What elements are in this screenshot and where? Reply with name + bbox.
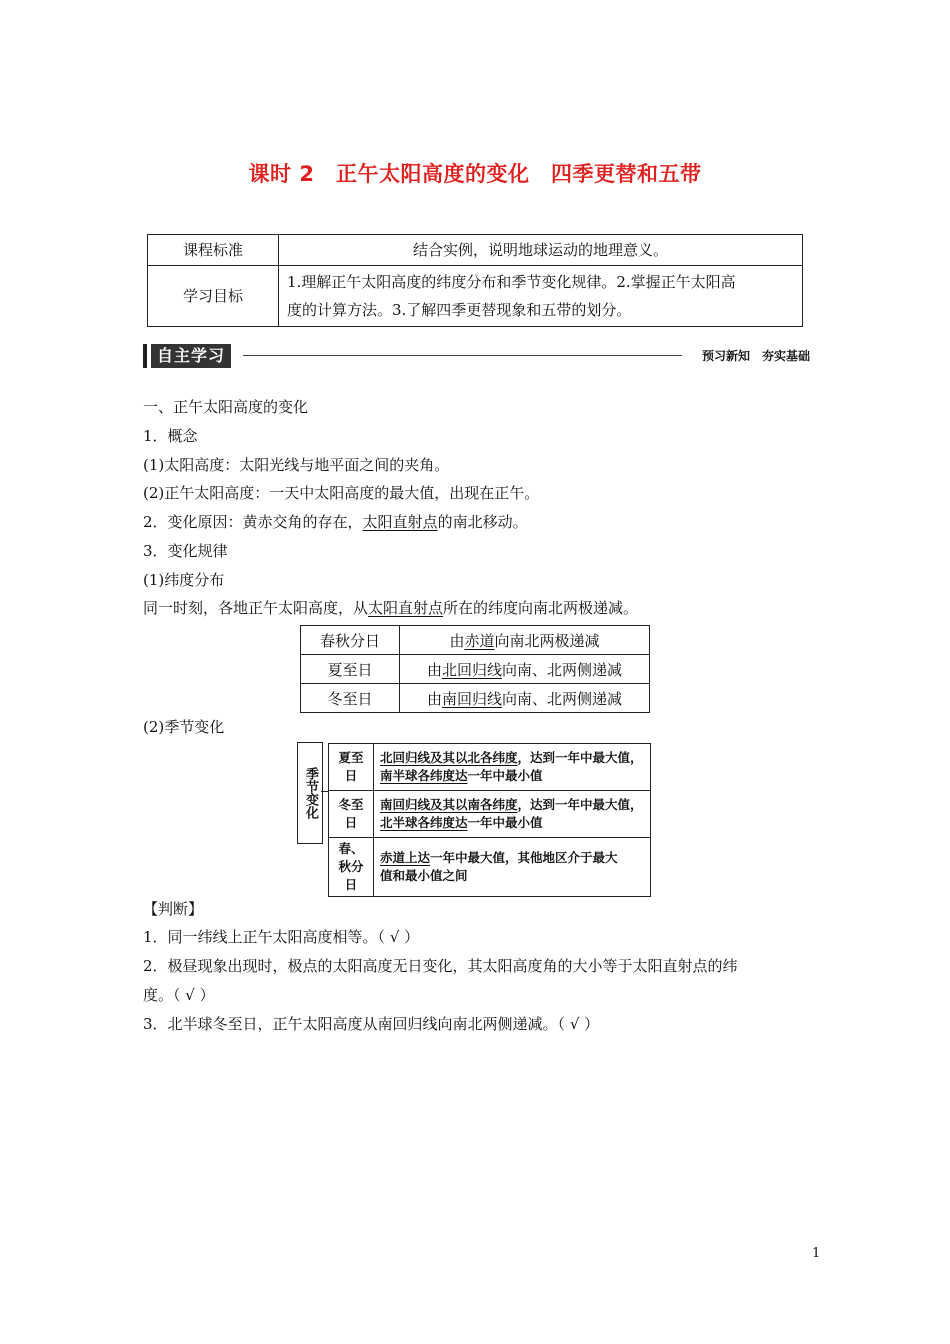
paragraph: (1)纬度分布 xyxy=(143,571,225,589)
text: 向南北两极递减 xyxy=(494,631,600,650)
judge-item-2-line-2: 度。（ √ ） xyxy=(143,986,215,1004)
seasonal-change-diagram xyxy=(328,743,651,897)
table-row xyxy=(329,791,651,838)
season-key: 夏至日 xyxy=(329,744,374,791)
judge-item-1: 1．同一纬线上正午太阳高度相等。（ √ ） xyxy=(143,928,420,946)
judge-item-3: 3．北半球冬至日，正午太阳高度从南回归线向南北两侧递减。（ √ ） xyxy=(143,1015,600,1033)
table-row xyxy=(148,266,803,327)
text: ，达到一年中最大值， xyxy=(517,797,643,812)
underlined-answer: 北回归线 xyxy=(441,660,502,679)
text: 一年中最小值 xyxy=(467,768,543,783)
underlined-answer: 北半球各纬度达 xyxy=(380,815,468,830)
row-key: 春秋分日 xyxy=(301,626,400,655)
text: 由 xyxy=(426,689,442,708)
section-header xyxy=(143,343,810,369)
underlined-answer: 赤道 xyxy=(464,631,495,650)
section-divider xyxy=(243,355,682,356)
desc-line xyxy=(380,749,644,767)
text: 2．变化原因：黄赤交角的存在， xyxy=(143,513,363,531)
objectives-label: 学习目标 xyxy=(148,266,279,327)
underlined-answer: 太阳直射点 xyxy=(362,513,438,531)
text: 的南北移动。 xyxy=(437,513,528,531)
paragraph: (2)正午太阳高度：一天中太阳高度的最大值，出现在正午。 xyxy=(143,484,540,502)
objectives-value xyxy=(279,266,803,327)
paragraph-cause xyxy=(143,511,528,532)
text: 一年中最大值，其他地区介于最大 xyxy=(430,850,618,865)
standard-label: 课程标准 xyxy=(148,235,279,266)
table-row xyxy=(329,744,651,791)
text: 由 xyxy=(426,660,442,679)
page-title: 课时 2 正午太阳高度的变化 四季更替和五带 xyxy=(248,162,702,186)
underlined-answer: 太阳直射点 xyxy=(368,599,444,617)
season-key: 春、秋分日 xyxy=(329,838,374,897)
underlined-answer: 北回归线及其以北各纬度 xyxy=(380,750,518,765)
section-marker xyxy=(143,344,147,368)
text: 向南、北两侧递减 xyxy=(502,660,623,679)
row-key: 夏至日 xyxy=(301,655,400,684)
judge-item-2-line-1: 2．极昼现象出现时，极点的太阳高度无日变化，其太阳高度角的大小等于太阳直射点的纬 xyxy=(143,957,738,975)
text: 同一时刻，各地正午太阳高度，从 xyxy=(143,599,369,617)
page-number: 1 xyxy=(812,1246,821,1261)
underlined-answer: 南回归线及其以南各纬度 xyxy=(380,797,518,812)
paragraph-latitude xyxy=(143,597,638,618)
section-subtitle: 预习新知 夯实基础 xyxy=(701,349,810,363)
heading-noon-sun-angle: 一、正午太阳高度的变化 xyxy=(143,398,309,416)
underlined-answer: 南回归线 xyxy=(441,689,502,708)
text: 一年中最小值 xyxy=(467,815,543,830)
desc-line xyxy=(380,796,644,814)
objectives-line-1: 1.理解正午太阳高度的纬度分布和季节变化规律。2.掌握正午太阳高 xyxy=(287,273,736,291)
season-desc xyxy=(374,838,651,897)
underlined-answer: 南半球各纬度达 xyxy=(380,768,468,783)
curriculum-standards-table xyxy=(147,234,803,327)
desc-line xyxy=(380,867,644,885)
row-key: 冬至日 xyxy=(301,684,400,713)
text: 值和最小值之间 xyxy=(380,868,468,883)
season-desc xyxy=(374,744,651,791)
text: ，达到一年中最大值， xyxy=(517,750,643,765)
judge-heading: 【判断】 xyxy=(143,900,204,918)
paragraph: 1．概念 xyxy=(143,427,198,445)
table-row xyxy=(329,838,651,897)
row-value xyxy=(400,684,650,713)
desc-line xyxy=(380,814,644,832)
latitude-distribution-table xyxy=(300,625,650,713)
table-row xyxy=(301,655,650,684)
text: 向南、北两侧递减 xyxy=(502,689,623,708)
text: 由 xyxy=(449,631,465,650)
standard-value: 结合实例，说明地球运动的地理意义。 xyxy=(279,235,803,266)
desc-line xyxy=(380,767,644,785)
season-desc xyxy=(374,791,651,838)
objectives-line-2: 度的计算方法。3.了解四季更替现象和五带的划分。 xyxy=(287,301,632,319)
table-row xyxy=(301,684,650,713)
seasonal-change-label: 季节变化 xyxy=(297,742,323,844)
row-value xyxy=(400,655,650,684)
paragraph: (2)季节变化 xyxy=(143,718,225,736)
table-row xyxy=(148,235,803,266)
paragraph: 3．变化规律 xyxy=(143,542,228,560)
season-key: 冬至日 xyxy=(329,791,374,838)
paragraph: (1)太阳高度：太阳光线与地平面之间的夹角。 xyxy=(143,456,450,474)
desc-line xyxy=(380,849,644,867)
table-row xyxy=(301,626,650,655)
section-label: 自主学习 xyxy=(151,344,231,368)
text: 所在的纬度向南北两极递减。 xyxy=(443,599,639,617)
row-value xyxy=(400,626,650,655)
underlined-answer: 赤道上达 xyxy=(380,850,431,865)
